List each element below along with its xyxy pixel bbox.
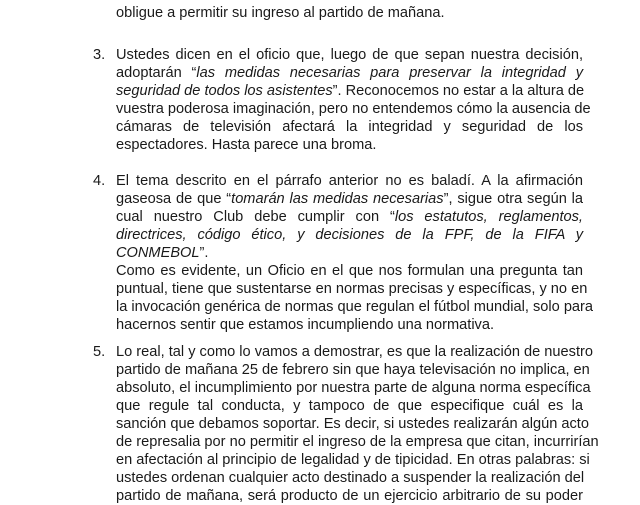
item-3-line: Ustedes dicen en el oficio que, luego de que sepan nuestra decisión, [116, 47, 583, 63]
item-3-line: seguridad de todos los asistentes”. Reconocemos no estar a la altura de [116, 83, 585, 99]
item-4-line: directrices, código ético, y decisiones de la FPF, de la FIFA y [116, 227, 583, 243]
item-4-paragraph-2-line: la invocación genérica de normas que regulan el fútbol mundial, solo para [116, 299, 594, 315]
item-5-line: absoluto, el incumplimiento por nuestra parte de alguna norma específica [116, 380, 591, 396]
item-4-line: El tema descrito en el párrafo anterior no es baladí. A la afirmación [116, 173, 583, 189]
item-3-line: cámaras de televisión afectará la integridad y seguridad de los [116, 119, 583, 135]
item-4-paragraph-2-line: Como es evidente, un Oficio en el que nos formulan una pregunta tan [116, 263, 583, 279]
item-5-line: partido de mañana, será producto de un ejercicio arbitrario de su poder [116, 488, 583, 504]
item-4-line: gaseosa de que “tomarán las medidas necesarias”, sigue otra según la [116, 191, 584, 207]
item-3-line: espectadores. Hasta parece una broma. [116, 137, 377, 153]
item-5-line: sanción que debamos soportar. Es decir, si ustedes realizarán algún acto [116, 416, 589, 432]
item-3-line: adoptarán “las medidas necesarias para preservar la integridad y [116, 65, 583, 81]
item-5-number: 5. [93, 344, 106, 360]
item-3-number: 3. [93, 47, 106, 63]
item-5-line: ustedes ordenan cualquier acto destinado a suspender la realización del [116, 470, 585, 486]
item-4-paragraph-2-line: hacernos sentir que estamos incumpliendo una normativa. [116, 317, 495, 333]
item-4-line: cual nuestro Club debe cumplir con “los estatutos, reglamentos, [116, 209, 583, 225]
top-fragment-line-partial [116, 0, 584, 3]
item-5-line: de represalia por no permitir el ingreso de la empresa que citan, incurrirían [116, 434, 599, 450]
item-5-line: en afectación al principio de legalidad y de tipicidad. En otras palabras: si [116, 452, 590, 468]
item-5-line: Lo real, tal y como lo vamos a demostrar, es que la realización de nuestro [116, 344, 593, 360]
item-4-number: 4. [93, 173, 106, 189]
item-4-paragraph-2-line: puntual, tiene que sustentarse en normas precisas y específicas, y no en [116, 281, 588, 297]
item-3-line: vuestra poderosa imaginación, pero no entendemos cómo la ausencia de [116, 101, 591, 117]
item-4-line: CONMEBOL”. [116, 245, 209, 261]
top-fragment-line: obligue a permitir su ingreso al partido de mañana. [116, 5, 445, 21]
item-5-line: que regule tal conducta, y tampoco de que especifique cuál es la [116, 398, 583, 414]
item-5-line: partido de mañana 25 de febrero sin que haya televisación no implica, en [116, 362, 590, 378]
